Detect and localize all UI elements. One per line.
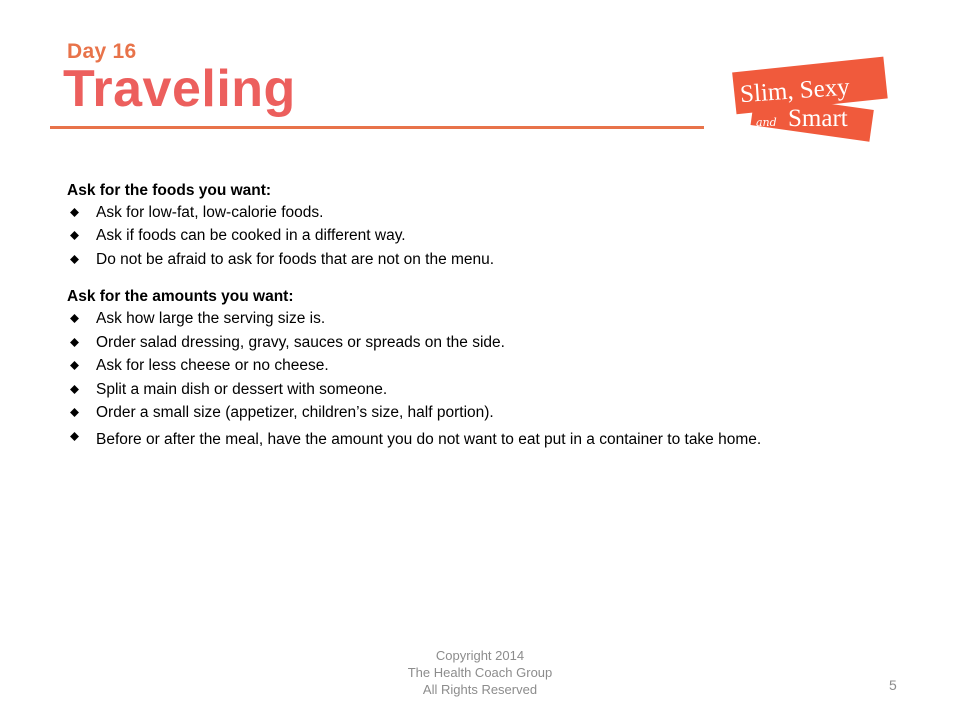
diamond-bullet-icon — [70, 408, 79, 417]
list-item: Ask for low-fat, low-calorie foods. — [67, 204, 867, 223]
list-item: Order a small size (appetizer, children’s size, half portion). — [67, 404, 867, 423]
list-item: Ask for less cheese or no cheese. — [67, 357, 867, 376]
list-item: Before or after the meal, have the amount you do not want to eat put in a container to take home. — [67, 428, 867, 452]
diamond-bullet-icon — [70, 314, 79, 323]
copyright-notice — [380, 648, 580, 699]
logo-line2-prefix: and — [756, 116, 777, 129]
list-item: Order salad dressing, gravy, sauces or spreads on the side. — [67, 334, 867, 353]
diamond-bullet-icon — [70, 338, 79, 347]
section-heading-foods: Ask for the foods you want: — [67, 182, 272, 199]
diamond-bullet-icon — [70, 361, 79, 370]
diamond-bullet-icon — [70, 231, 79, 240]
list-item: Ask how large the serving size is. — [67, 310, 867, 329]
diamond-bullet-icon — [70, 385, 79, 394]
title-underline — [50, 126, 704, 129]
copyright-line: The Health Coach Group — [407, 664, 553, 680]
slim-sexy-smart-logo — [730, 50, 900, 160]
list-item: Split a main dish or dessert with someone. — [67, 381, 867, 400]
diamond-bullet-icon — [70, 208, 79, 217]
list-item: Ask if foods can be cooked in a different way. — [67, 227, 867, 246]
copyright-line: All Rights Reserved — [422, 681, 538, 697]
diamond-bullet-icon — [70, 432, 79, 441]
slide-subtitle: Day 16 — [67, 40, 137, 63]
list-item: Do not be afraid to ask for foods that are not on the menu. — [67, 251, 867, 270]
slide-title: Traveling — [63, 60, 296, 118]
logo-line1: Slim, Sexy — [739, 73, 851, 109]
logo-line2-main: Smart — [788, 105, 848, 132]
section-heading-amounts: Ask for the amounts you want: — [67, 288, 294, 306]
diamond-bullet-icon — [70, 255, 79, 264]
slide-content — [67, 182, 867, 457]
page-number: 5 — [889, 677, 897, 693]
foods-list — [67, 204, 867, 270]
copyright-line: Copyright 2014 — [435, 648, 525, 663]
amounts-list — [67, 310, 867, 452]
